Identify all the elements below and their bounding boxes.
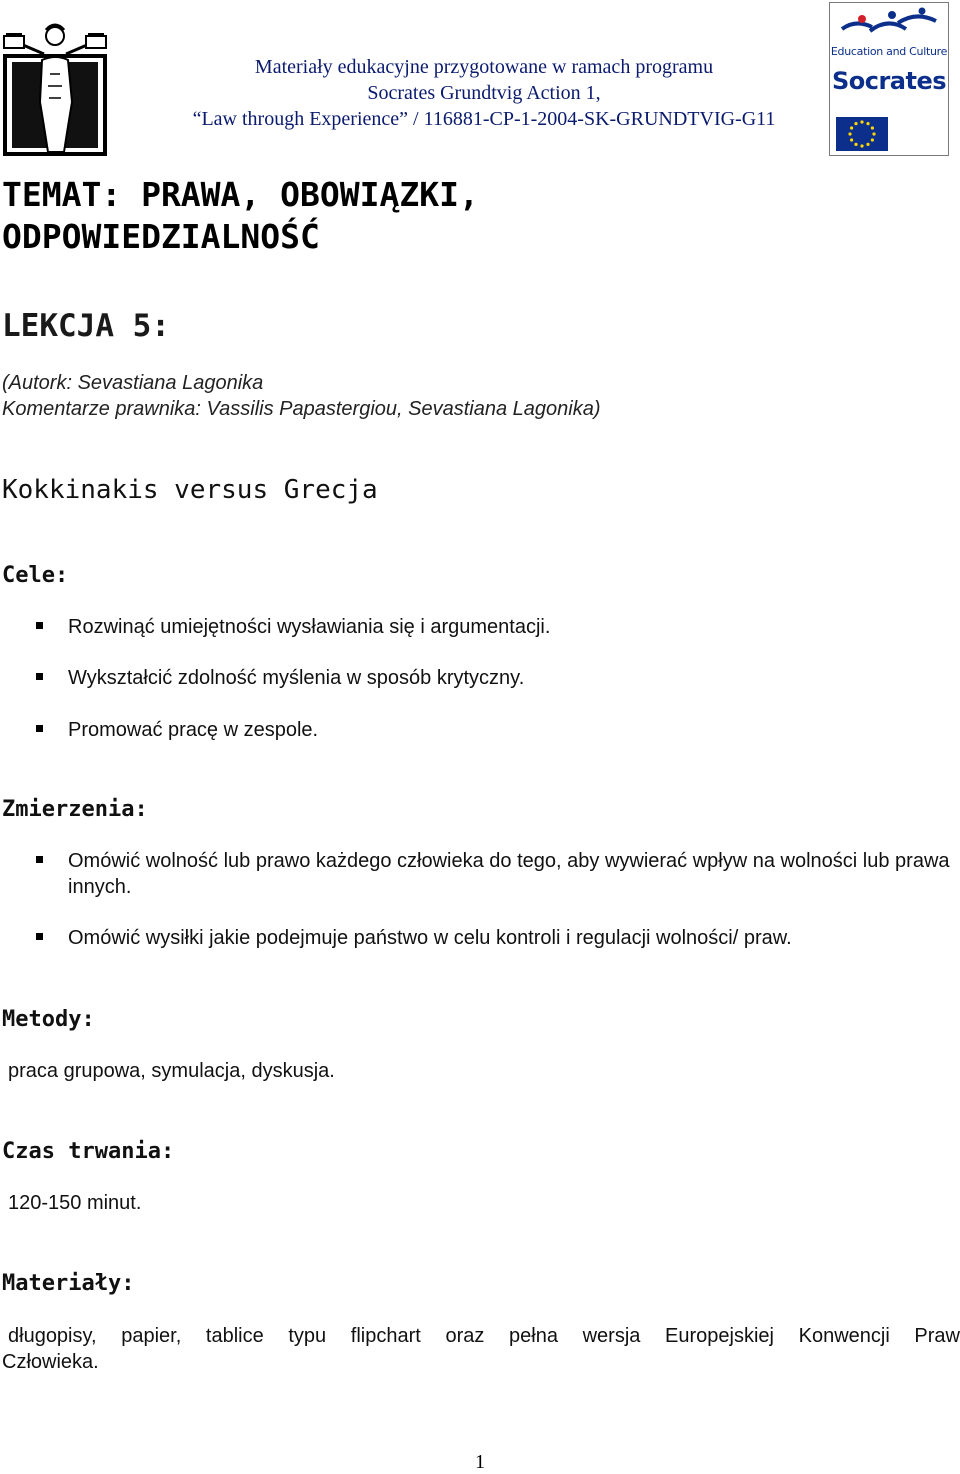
goal-text: Wykształcić zdolność myślenia w sposób krytyczny. (68, 667, 525, 689)
title-line-1: TEMAT: PRAWA, OBOWIĄZKI, (2, 175, 479, 214)
logo-name: Socrates (831, 67, 947, 95)
title-line-2: ODPOWIEDZIALNOŚĆ (2, 217, 320, 256)
aims-label: Zmierzenia: (2, 797, 148, 822)
project-logo (2, 14, 110, 156)
materials-line-1: długopisy, papier, tablice typu flipchart oraz pełna wersja Europejskiej Konwencji Praw (8, 1325, 960, 1347)
methods-label: Metody: (2, 1007, 95, 1032)
materials-text (2, 1323, 960, 1375)
program-header (140, 54, 828, 132)
goals-label: Cele: (2, 563, 69, 588)
figures-icon (836, 7, 944, 43)
bullet-square-icon (36, 933, 43, 940)
header-line-1: Materiały edukacyjne przygotowane w ramach programu (254, 56, 714, 78)
author-line-2: Komentarze prawnika: Vassilis Papastergiou, Sevastiana Lagonika) (2, 398, 601, 420)
author-info (2, 370, 600, 422)
logo-tagline: Education and Culture (830, 45, 948, 58)
bullet-square-icon (36, 856, 43, 863)
materials-line-2: Człowieka. (2, 1351, 99, 1373)
duration-label: Czas trwania: (2, 1139, 175, 1164)
bullet-square-icon (36, 673, 43, 680)
aim-text: Omówić wolność lub prawo każdego człowieka do tego, aby wywierać wpływ na wolności lub prawa innych. (68, 850, 950, 898)
eu-flag-icon (836, 117, 888, 151)
author-line-1: (Autork: Sevastiana Lagonika (2, 372, 264, 394)
aim-text: Omówić wysiłki jakie podejmuje państwo w celu kontroli i regulacji wolności/ praw. (68, 927, 792, 949)
goal-text: Promować pracę w zespole. (68, 719, 319, 741)
header-line-3: “Law through Experience” / 116881-CP-1-2004-SK-GRUNDTVIG-G11 (192, 108, 776, 130)
page-number: 1 (475, 1451, 485, 1473)
socrates-logo (829, 2, 949, 156)
lesson-heading: LEKCJA 5: (2, 308, 170, 344)
duration-text: 120-150 minut. (8, 1192, 142, 1214)
page-title (2, 174, 702, 258)
goal-text: Rozwinąć umiejętności wysławiania się i argumentacji. (68, 616, 551, 638)
case-title: Kokkinakis versus Grecja (2, 475, 378, 505)
materials-label: Materiały: (2, 1271, 135, 1296)
bullet-square-icon (36, 725, 43, 732)
methods-text: praca grupowa, symulacja, dyskusja. (8, 1060, 335, 1082)
bullet-square-icon (36, 622, 43, 629)
header-line-2: Socrates Grundtvig Action 1, (367, 82, 601, 104)
